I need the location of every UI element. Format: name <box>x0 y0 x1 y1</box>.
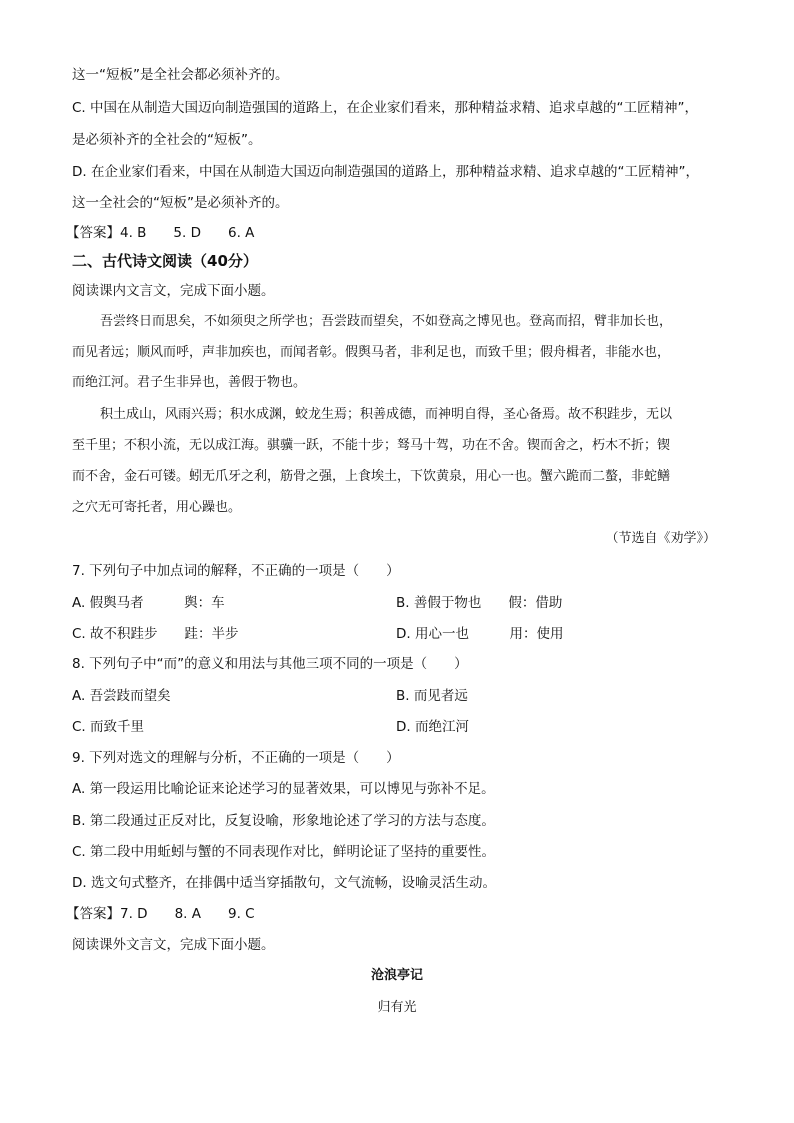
question-9-stem: 9. 下列对选文的理解与分析，不正确的一项是（ ） <box>72 750 400 766</box>
passage-line: 吾尝终日而思矣，不如须臾之所学也；吾尝跂而望矣，不如登高之博见也。登高而招，臂非加长也， <box>100 314 673 329</box>
question-7-option-d: D. 用心一也 用：使用 <box>396 626 564 642</box>
question-9-option-c: C. 第二段中用蚯蚓与蟹的不同表现作对比，鲜明论证了坚持的重要性。 <box>72 844 496 860</box>
section-title: 二、古代诗文阅读（40分） <box>72 252 258 270</box>
instruction: 阅读课外文言文，完成下面小题。 <box>72 937 275 953</box>
question-7-option-c: C. 故不积跬步 跬：半步 <box>72 626 239 642</box>
passage-author: 归有光 <box>377 1000 417 1015</box>
question-9-option-b: B. 第二段通过正反对比，反复设喻，形象地论述了学习的方法与态度。 <box>72 813 495 829</box>
option-c-line: C. 中国在从制造大国迈向制造强国的道路上，在企业家们看来，那种精益求精、追求卓越的“工匠精神”， <box>72 100 698 116</box>
question-7-option-a: A. 假舆马者 舆：车 <box>72 595 225 611</box>
passage-title: 沧浪亭记 <box>370 968 423 983</box>
answer-line: 【答案】7. D 8. A 9. C <box>66 906 255 922</box>
passage-line: 至千里；不积小流，无以成江海。骐骥一跃，不能十步；驽马十驾，功在不舍。锲而舍之，朽木不折；锲 <box>72 438 671 453</box>
passage-line: 之穴无可寄托者，用心躁也。 <box>72 500 242 515</box>
question-8-option-b: B. 而见者远 <box>396 688 468 704</box>
passage-line: 而不舍，金石可镂。蚓无爪牙之利，筋骨之强，上食埃土，下饮黄泉，用心一也。蟹六跪而二螯，非蛇鳝 <box>72 469 671 484</box>
source-note: （节选自《劝学》） <box>605 531 716 546</box>
answer-line: 【答案】4. B 5. D 6. A <box>66 225 255 241</box>
passage-line: 而绝江河。君子生非异也，善假于物也。 <box>72 375 307 390</box>
text-line: 是必须补齐的全社会的“短板”。 <box>72 132 262 148</box>
question-9-option-d: D. 选文句式整齐，在排偶中适当穿插散句，文气流畅，设喻灵活生动。 <box>72 875 496 891</box>
text-line: 这一“短板”是全社会都必须补齐的。 <box>72 67 289 83</box>
passage-line: 积土成山，风雨兴焉；积水成渊，蛟龙生焉；积善成德，而神明自得，圣心备焉。故不积跬步，无以 <box>100 407 673 422</box>
question-7-option-b: B. 善假于物也 假：借助 <box>396 595 563 611</box>
question-8-option-d: D. 而绝江河 <box>396 719 469 735</box>
question-7-stem: 7. 下列句子中加点词的解释，不正确的一项是（ ） <box>72 563 400 579</box>
question-8-option-a: A. 吾尝跂而望矣 <box>72 688 171 704</box>
passage-line: 而见者远；顺风而呼，声非加疾也，而闻者彰。假舆马者，非利足也，而致千里；假舟楫者，非能水也， <box>72 345 671 360</box>
question-9-option-a: A. 第一段运用比喻论证来论述学习的显著效果，可以博见与弥补不足。 <box>72 781 495 797</box>
question-8-stem: 8. 下列句子中“而”的意义和用法与其他三项不同的一项是（ ） <box>72 656 468 672</box>
option-d-line: D. 在企业家们看来，中国在从制造大国迈向制造强国的道路上，那种精益求精、追求卓越的“工匠精神”， <box>72 164 699 180</box>
question-8-option-c: C. 而致千里 <box>72 719 145 735</box>
text-line: 这一全社会的“短板”是必须补齐的。 <box>72 195 289 211</box>
instruction: 阅读课内文言文，完成下面小题。 <box>72 283 275 299</box>
